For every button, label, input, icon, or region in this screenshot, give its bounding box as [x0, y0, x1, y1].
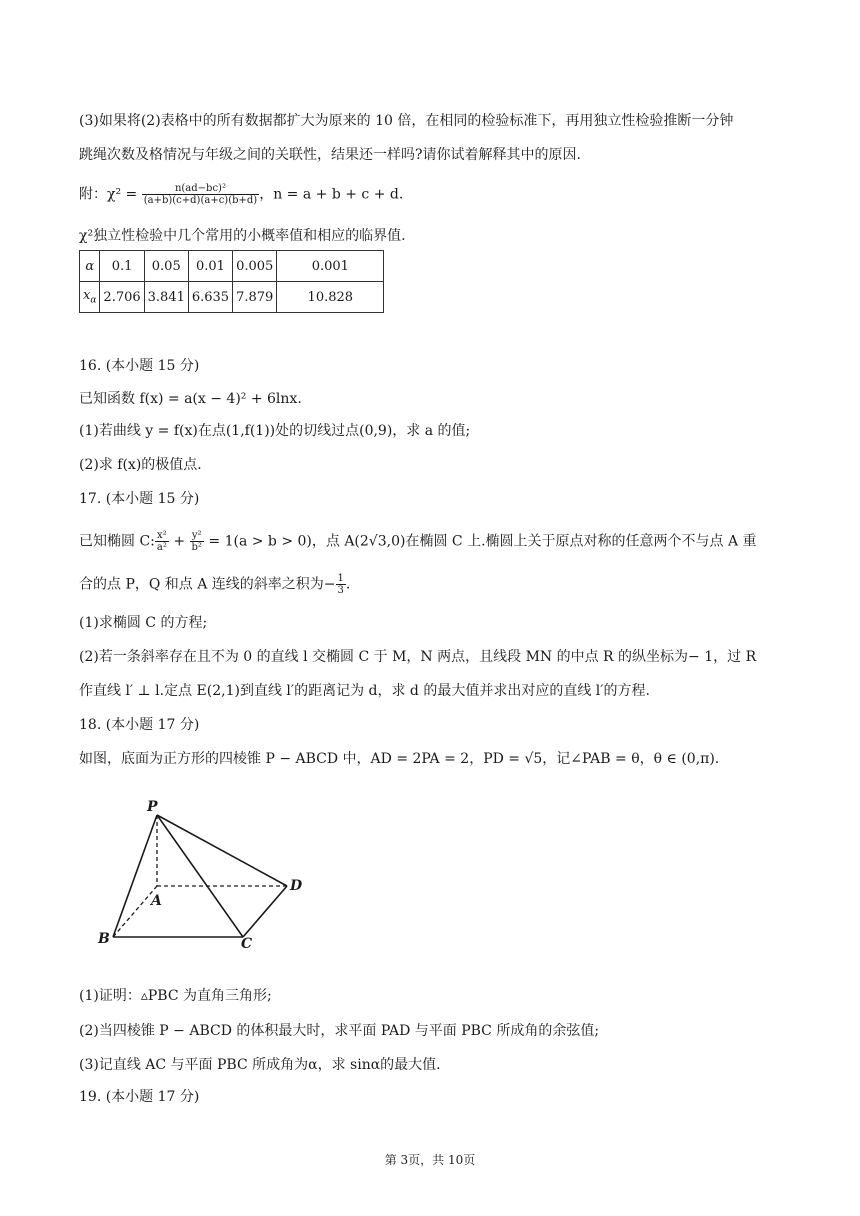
- table-cell: 10.828: [277, 282, 384, 313]
- table-cell: 0.1: [100, 251, 144, 282]
- q17-header: 17. (本小题 15 分): [79, 491, 200, 507]
- table-cell: 7.879: [233, 282, 277, 313]
- q17-frac1-num: x²: [155, 530, 169, 542]
- formula-prefix: 附：χ² =: [79, 186, 142, 203]
- q18-part2: (2)当四棱锥 P − ABCD 的体积最大时，求平面 PAD 与平面 PBC 所成角的余弦值;: [79, 1023, 600, 1039]
- q16-part2: (2)求 f(x)的极值点.: [79, 457, 202, 473]
- q17-frac2-den: b²: [191, 542, 202, 553]
- edge-CD: [243, 886, 287, 937]
- edge-PC: [157, 815, 243, 937]
- table-row-alpha: [80, 251, 384, 282]
- q17-part2-line2: 作直线 l′ ⊥ l.定点 E(2,1)到直线 l′的距离记为 d，求 d 的最大值并求出对应的直线 l′的方程.: [79, 683, 650, 699]
- q18-stem: 如图，底面为正方形的四棱锥 P − ABCD 中，AD = 2PA = 2，PD = √5，记∠PAB = θ，θ ∈ (0,π).: [79, 751, 720, 767]
- q17-fraction-y: [190, 530, 204, 553]
- critical-value-table: [79, 250, 384, 313]
- label-P: P: [147, 799, 158, 815]
- q17-part2-line1: (2)若一条斜率存在且不为 0 的直线 l 交椭圆 C 于 M，N 两点，且线段 MN 的中点 R 的纵坐标为− 1，过 R: [79, 649, 757, 665]
- label-D: D: [290, 878, 303, 894]
- q17-frac2-num: y²: [190, 530, 204, 542]
- q17-stem-a: 已知椭圆 C:: [79, 533, 155, 550]
- q17-stem-d: .: [345, 576, 351, 593]
- formula-suffix: ，n = a + b + c + d.: [259, 186, 404, 203]
- q16-part1: (1)若曲线 y = f(x)在点(1,f(1))处的切线过点(0,9)，求 a 的值;: [79, 423, 471, 439]
- table-cell: 6.635: [188, 282, 232, 313]
- pyramid-figure: [95, 793, 325, 953]
- p15-part3-line2: 跳绳次数及格情况与年级之间的关联性，结果还一样吗?请你试着解释其中的原因.: [79, 147, 581, 163]
- table-head-x-alpha: [80, 282, 100, 313]
- table-head-x-sub: α: [90, 295, 97, 306]
- q17-stem-line2: [79, 573, 350, 596]
- q17-stem-line1: [79, 530, 757, 553]
- q16-stem: 已知函数 f(x) = a(x − 4)² + 6lnx.: [79, 391, 302, 407]
- table-caption: χ²独立性检验中几个常用的小概率值和相应的临界值.: [79, 228, 406, 244]
- q17-stem-b: = 1(a > b > 0)，点 A(2√3,0)在椭圆 C 上.椭圆上关于原点对称的任意两个不与点 A 重: [203, 533, 757, 550]
- chi-square-formula: [79, 183, 403, 206]
- table-cell: 0.01: [188, 251, 232, 282]
- q18-part3: (3)记直线 AC 与平面 PBC 所成角为α，求 sinα的最大值.: [79, 1057, 441, 1073]
- table-cell: 0.001: [277, 251, 384, 282]
- p15-part3-line1: (3)如果将(2)表格中的所有数据都扩大为原来的 10 倍，在相同的检验标准下，再用独立性检验推断一分钟: [79, 113, 734, 129]
- label-C: C: [241, 936, 253, 952]
- page-footer: 第 3页，共 10页: [384, 1153, 476, 1167]
- table-head-alpha: α: [80, 251, 100, 282]
- formula-fraction: [142, 183, 259, 206]
- q18-header: 18. (本小题 17 分): [79, 717, 200, 733]
- q17-part1: (1)求椭圆 C 的方程;: [79, 615, 208, 631]
- q17-fraction-third: [336, 573, 346, 596]
- table-row-critical: [80, 282, 384, 313]
- table-cell: 2.706: [100, 282, 144, 313]
- q16-header: 16. (本小题 15 分): [79, 358, 200, 374]
- q17-frac3-num: 1: [337, 573, 344, 584]
- q17-fraction-x: [155, 530, 169, 553]
- q17-frac1-den: a²: [156, 542, 167, 553]
- table-cell: 3.841: [144, 282, 188, 313]
- q18-part1: (1)证明：▵PBC 为直角三角形;: [79, 988, 272, 1004]
- q17-plus: +: [168, 533, 190, 550]
- edge-PD: [157, 815, 287, 886]
- q17-stem-c: 合的点 P，Q 和点 A 连线的斜率之积为−: [79, 576, 336, 593]
- formula-denominator: (a+b)(c+d)(a+c)(b+d): [143, 195, 258, 206]
- label-B: B: [98, 931, 110, 947]
- table-cell: 0.05: [144, 251, 188, 282]
- label-A: A: [151, 893, 162, 909]
- q17-frac3-den: 3: [337, 585, 344, 596]
- q19-header: 19. (本小题 17 分): [79, 1089, 200, 1105]
- formula-numerator: n(ad−bc)²: [142, 183, 259, 195]
- table-head-x: x: [83, 288, 91, 304]
- table-cell: 0.005: [233, 251, 277, 282]
- edge-PB: [113, 815, 157, 937]
